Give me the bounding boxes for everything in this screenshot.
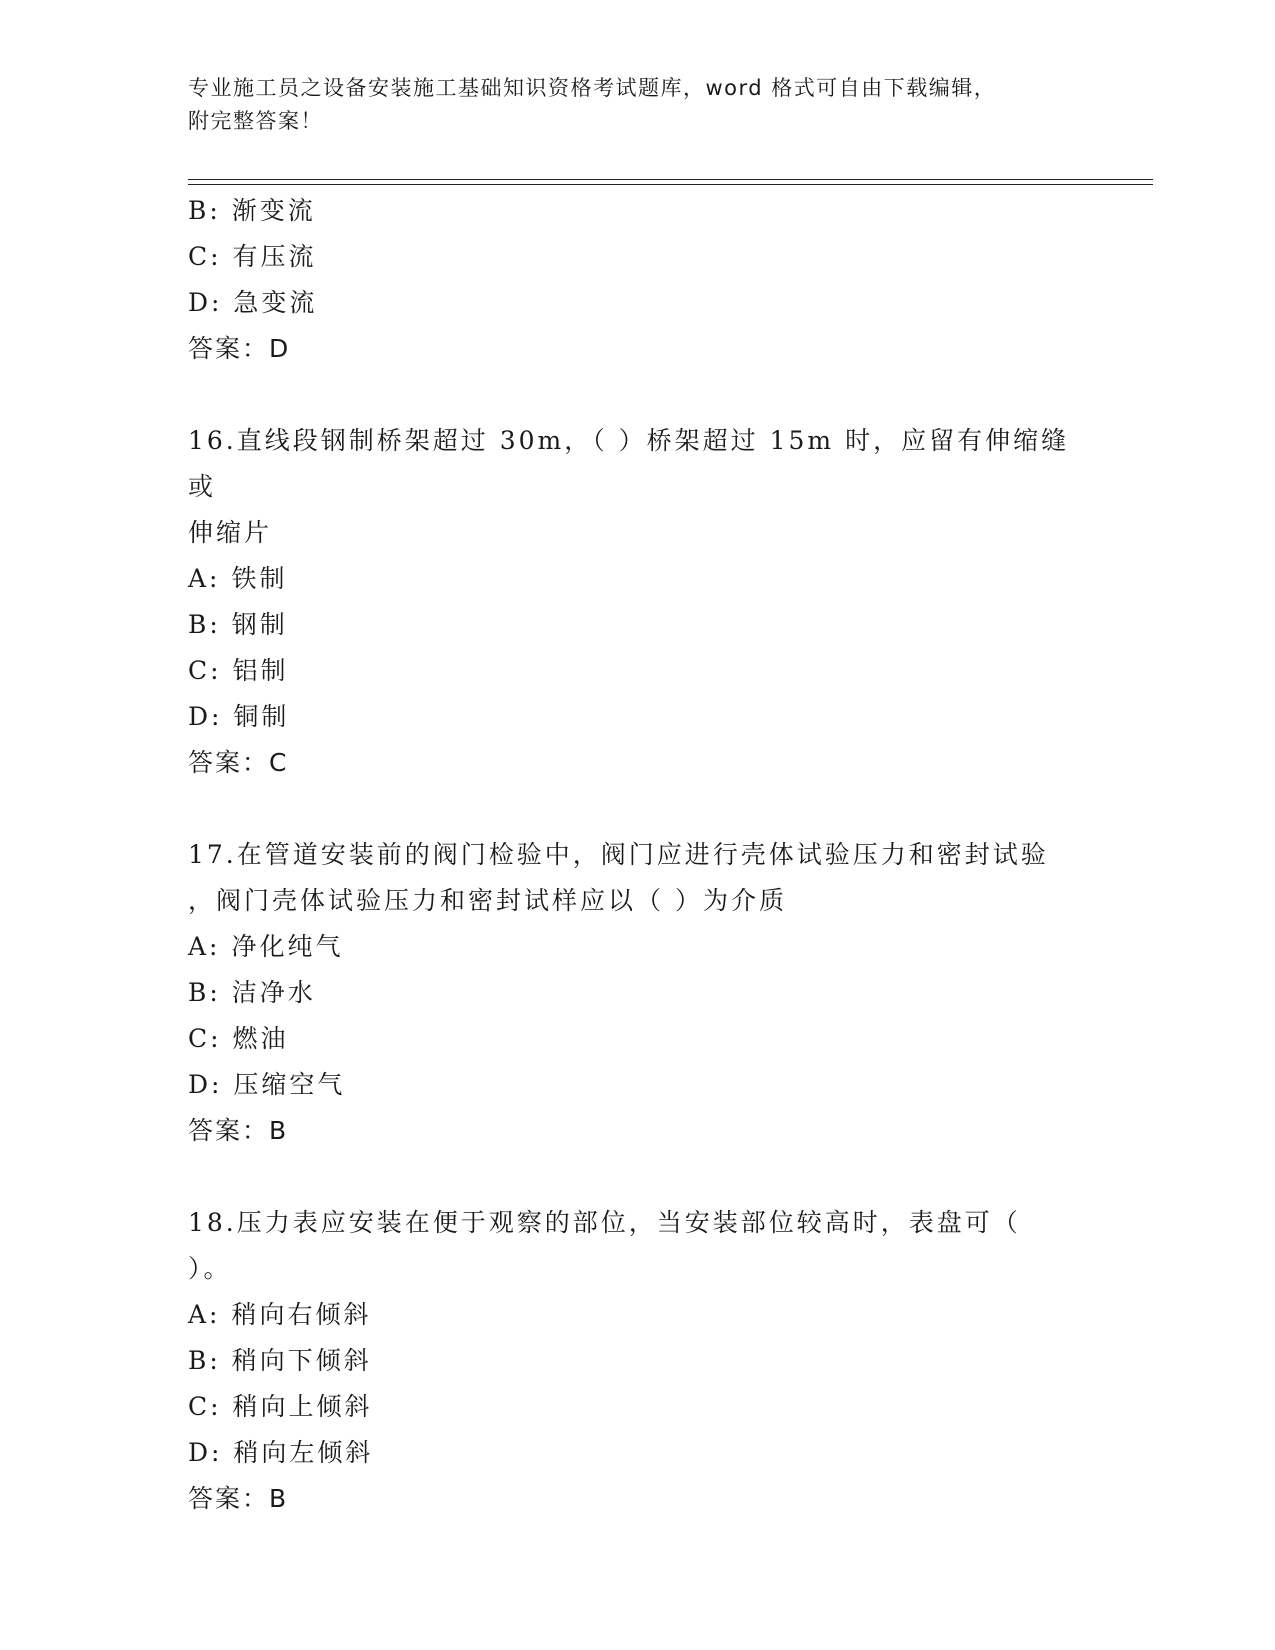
option-text: 稍向左倾斜: [233, 1438, 374, 1467]
header-divider-bottom: [188, 184, 1153, 185]
option-d: [188, 1430, 1088, 1476]
option-key: D:: [188, 1070, 223, 1099]
question-text: [188, 418, 1088, 556]
option-c: [188, 234, 1088, 280]
prev-question-block: [188, 188, 1088, 372]
question-18: [188, 1200, 1088, 1522]
header-line-1: 专业施工员之设备安装施工基础知识资格考试题库，word 格式可自由下载编辑，: [188, 76, 997, 100]
option-text: 铁制: [231, 564, 288, 593]
option-key: C:: [188, 1392, 222, 1421]
option-b: [188, 970, 1088, 1016]
answer-line: 答案：B: [188, 1116, 289, 1145]
question-text-line-1: 18.压力表应安装在便于观察的部位，当安装部位较高时，表盘可（: [188, 1208, 1021, 1237]
option-key: D:: [188, 702, 223, 731]
option-text: 压缩空气: [233, 1070, 346, 1099]
option-b: [188, 188, 1088, 234]
option-key: C:: [188, 242, 222, 271]
option-key: B:: [188, 610, 221, 639]
option-key: A:: [188, 564, 221, 593]
option-c: [188, 1016, 1088, 1062]
header-line-2: 附完整答案！: [188, 109, 323, 133]
option-key: B:: [188, 1346, 221, 1375]
option-text: 燃油: [232, 1024, 289, 1053]
option-c: [188, 648, 1088, 694]
option-text: 渐变流: [231, 196, 316, 225]
option-text: 急变流: [233, 288, 318, 317]
answer-line: 答案：C: [188, 748, 289, 777]
document-header: [188, 72, 1088, 138]
answer-line: 答案：D: [188, 334, 291, 363]
option-a: [188, 556, 1088, 602]
question-text-line-2: ，阀门壳体试验压力和密封试样应以（ ）为介质: [188, 886, 787, 915]
option-key: A:: [188, 932, 221, 961]
question-text: [188, 832, 1088, 924]
answer-line: 答案：B: [188, 1484, 289, 1513]
question-16: [188, 418, 1088, 786]
question-text-line-2: 伸缩片: [188, 518, 273, 547]
question-text-line-2: ）。: [188, 1254, 232, 1283]
option-d: [188, 1062, 1088, 1108]
option-text: 稍向右倾斜: [231, 1300, 372, 1329]
option-key: A:: [188, 1300, 221, 1329]
question-17: [188, 832, 1088, 1154]
option-d: [188, 694, 1088, 740]
question-text-line-1: 16.直线段钢制桥架超过 30m，（ ）桥架超过 15m 时，应留有伸缩缝或: [188, 426, 1070, 501]
option-text: 铝制: [232, 656, 289, 685]
option-a: [188, 1292, 1088, 1338]
option-key: B:: [188, 978, 221, 1007]
option-text: 稍向下倾斜: [231, 1346, 372, 1375]
option-d: [188, 280, 1088, 326]
option-key: C:: [188, 656, 222, 685]
option-text: 有压流: [232, 242, 317, 271]
option-text: 净化纯气: [231, 932, 344, 961]
header-divider-top: [188, 179, 1153, 180]
option-b: [188, 602, 1088, 648]
option-c: [188, 1384, 1088, 1430]
option-text: 钢制: [231, 610, 288, 639]
option-text: 铜制: [233, 702, 290, 731]
option-text: 稍向上倾斜: [232, 1392, 373, 1421]
option-a: [188, 924, 1088, 970]
question-content: [188, 188, 1088, 1522]
option-key: B:: [188, 196, 221, 225]
option-text: 洁净水: [231, 978, 316, 1007]
option-key: D:: [188, 1438, 223, 1467]
question-text: [188, 1200, 1088, 1292]
option-key: C:: [188, 1024, 222, 1053]
option-key: D:: [188, 288, 223, 317]
question-text-line-1: 17.在管道安装前的阀门检验中，阀门应进行壳体试验压力和密封试验: [188, 840, 1049, 869]
option-b: [188, 1338, 1088, 1384]
